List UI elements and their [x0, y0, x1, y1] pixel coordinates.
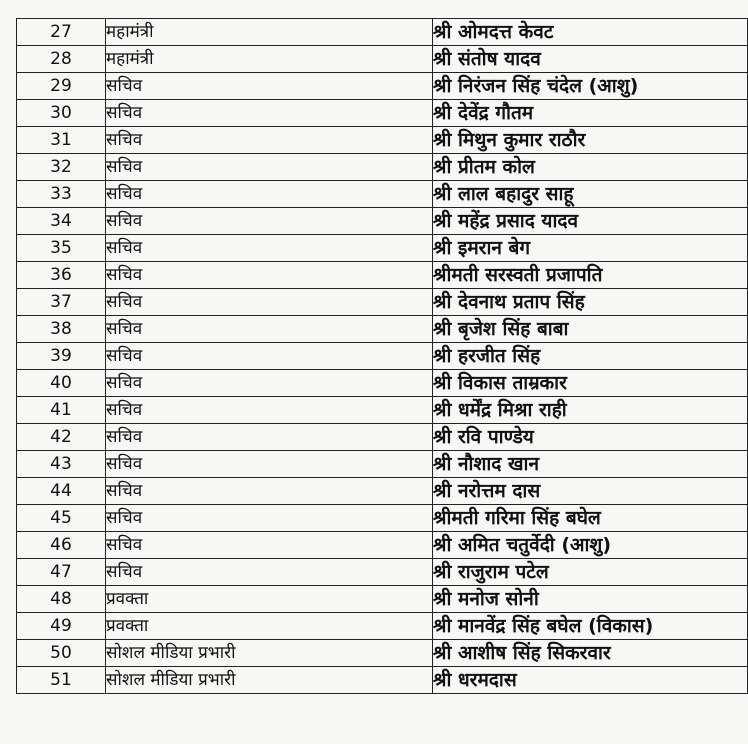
post-title-cell: प्रवक्ता: [106, 586, 433, 613]
member-name-cell: श्रीमती गरिमा सिंह बघेल: [433, 505, 748, 532]
serial-number-cell: 41: [17, 397, 106, 424]
table-row: [17, 667, 748, 694]
member-name-cell: श्री महेंद्र प्रसाद यादव: [433, 208, 748, 235]
serial-number-cell: 29: [17, 73, 106, 100]
post-title-cell: सचिव: [106, 559, 433, 586]
post-title-cell: सचिव: [106, 478, 433, 505]
serial-number-cell: 34: [17, 208, 106, 235]
table-row: [17, 73, 748, 100]
member-name-cell: श्री देवनाथ प्रताप सिंह: [433, 289, 748, 316]
member-name-cell: श्री धर्मेंद्र मिश्रा राही: [433, 397, 748, 424]
serial-number-cell: 45: [17, 505, 106, 532]
table-row: [17, 154, 748, 181]
member-name-cell: श्री निरंजन सिंह चंदेल (आशु): [433, 73, 748, 100]
post-title-cell: सचिव: [106, 505, 433, 532]
serial-number-cell: 50: [17, 640, 106, 667]
serial-number-cell: 32: [17, 154, 106, 181]
serial-number-cell: 46: [17, 532, 106, 559]
member-name-cell: श्री नौशाद खान: [433, 451, 748, 478]
member-name-cell: श्री बृजेश सिंह बाबा: [433, 316, 748, 343]
post-title-cell: सचिव: [106, 262, 433, 289]
member-name-cell: श्री मानवेंद्र सिंह बघेल (विकास): [433, 613, 748, 640]
table-row: [17, 532, 748, 559]
table-row: [17, 46, 748, 73]
table-row: [17, 19, 748, 46]
serial-number-cell: 44: [17, 478, 106, 505]
table-body: [17, 19, 748, 694]
member-name-cell: श्री धरमदास: [433, 667, 748, 694]
serial-number-cell: 28: [17, 46, 106, 73]
post-title-cell: सचिव: [106, 289, 433, 316]
serial-number-cell: 31: [17, 127, 106, 154]
post-title-cell: प्रवक्ता: [106, 613, 433, 640]
post-title-cell: सचिव: [106, 208, 433, 235]
table-row: [17, 370, 748, 397]
serial-number-cell: 36: [17, 262, 106, 289]
post-title-cell: सचिव: [106, 316, 433, 343]
table-row: [17, 316, 748, 343]
post-title-cell: सचिव: [106, 100, 433, 127]
serial-number-cell: 51: [17, 667, 106, 694]
member-name-cell: श्री हरजीत सिंह: [433, 343, 748, 370]
post-title-cell: सचिव: [106, 451, 433, 478]
table-row: [17, 478, 748, 505]
table-row: [17, 397, 748, 424]
table-row: [17, 100, 748, 127]
member-name-cell: श्री अमित चतुर्वेदी (आशु): [433, 532, 748, 559]
table-row: [17, 235, 748, 262]
table-row: [17, 505, 748, 532]
table-row: [17, 451, 748, 478]
post-title-cell: सचिव: [106, 73, 433, 100]
serial-number-cell: 42: [17, 424, 106, 451]
member-name-cell: श्री विकास ताम्रकार: [433, 370, 748, 397]
table-row: [17, 289, 748, 316]
member-name-cell: श्री इमरान बेग: [433, 235, 748, 262]
table-row: [17, 424, 748, 451]
post-title-cell: सचिव: [106, 397, 433, 424]
member-name-cell: श्री मनोज सोनी: [433, 586, 748, 613]
serial-number-cell: 48: [17, 586, 106, 613]
serial-number-cell: 39: [17, 343, 106, 370]
member-name-cell: श्री संतोष यादव: [433, 46, 748, 73]
post-title-cell: महामंत्री: [106, 19, 433, 46]
table-row: [17, 586, 748, 613]
member-name-cell: श्री नरोत्तम दास: [433, 478, 748, 505]
member-name-cell: श्री रवि पाण्डेय: [433, 424, 748, 451]
serial-number-cell: 43: [17, 451, 106, 478]
member-name-cell: श्रीमती सरस्वती प्रजापति: [433, 262, 748, 289]
post-title-cell: सोशल मीडिया प्रभारी: [106, 640, 433, 667]
serial-number-cell: 38: [17, 316, 106, 343]
serial-number-cell: 33: [17, 181, 106, 208]
post-title-cell: सचिव: [106, 235, 433, 262]
office-bearers-table: [16, 18, 748, 694]
table-row: [17, 262, 748, 289]
post-title-cell: सचिव: [106, 343, 433, 370]
post-title-cell: महामंत्री: [106, 46, 433, 73]
serial-number-cell: 47: [17, 559, 106, 586]
serial-number-cell: 35: [17, 235, 106, 262]
member-name-cell: श्री प्रीतम कोल: [433, 154, 748, 181]
table-row: [17, 127, 748, 154]
post-title-cell: सोशल मीडिया प्रभारी: [106, 667, 433, 694]
post-title-cell: सचिव: [106, 127, 433, 154]
table-row: [17, 208, 748, 235]
table-row: [17, 559, 748, 586]
member-name-cell: श्री मिथुन कुमार राठौर: [433, 127, 748, 154]
post-title-cell: सचिव: [106, 181, 433, 208]
member-name-cell: श्री राजुराम पटेल: [433, 559, 748, 586]
table-row: [17, 343, 748, 370]
serial-number-cell: 40: [17, 370, 106, 397]
serial-number-cell: 30: [17, 100, 106, 127]
post-title-cell: सचिव: [106, 154, 433, 181]
serial-number-cell: 27: [17, 19, 106, 46]
table-row: [17, 613, 748, 640]
member-name-cell: श्री देवेंद्र गौतम: [433, 100, 748, 127]
post-title-cell: सचिव: [106, 424, 433, 451]
serial-number-cell: 49: [17, 613, 106, 640]
post-title-cell: सचिव: [106, 370, 433, 397]
member-name-cell: श्री आशीष सिंह सिकरवार: [433, 640, 748, 667]
post-title-cell: सचिव: [106, 532, 433, 559]
member-name-cell: श्री ओमदत्त केवट: [433, 19, 748, 46]
serial-number-cell: 37: [17, 289, 106, 316]
table-row: [17, 181, 748, 208]
table-row: [17, 640, 748, 667]
member-name-cell: श्री लाल बहादुर साहू: [433, 181, 748, 208]
